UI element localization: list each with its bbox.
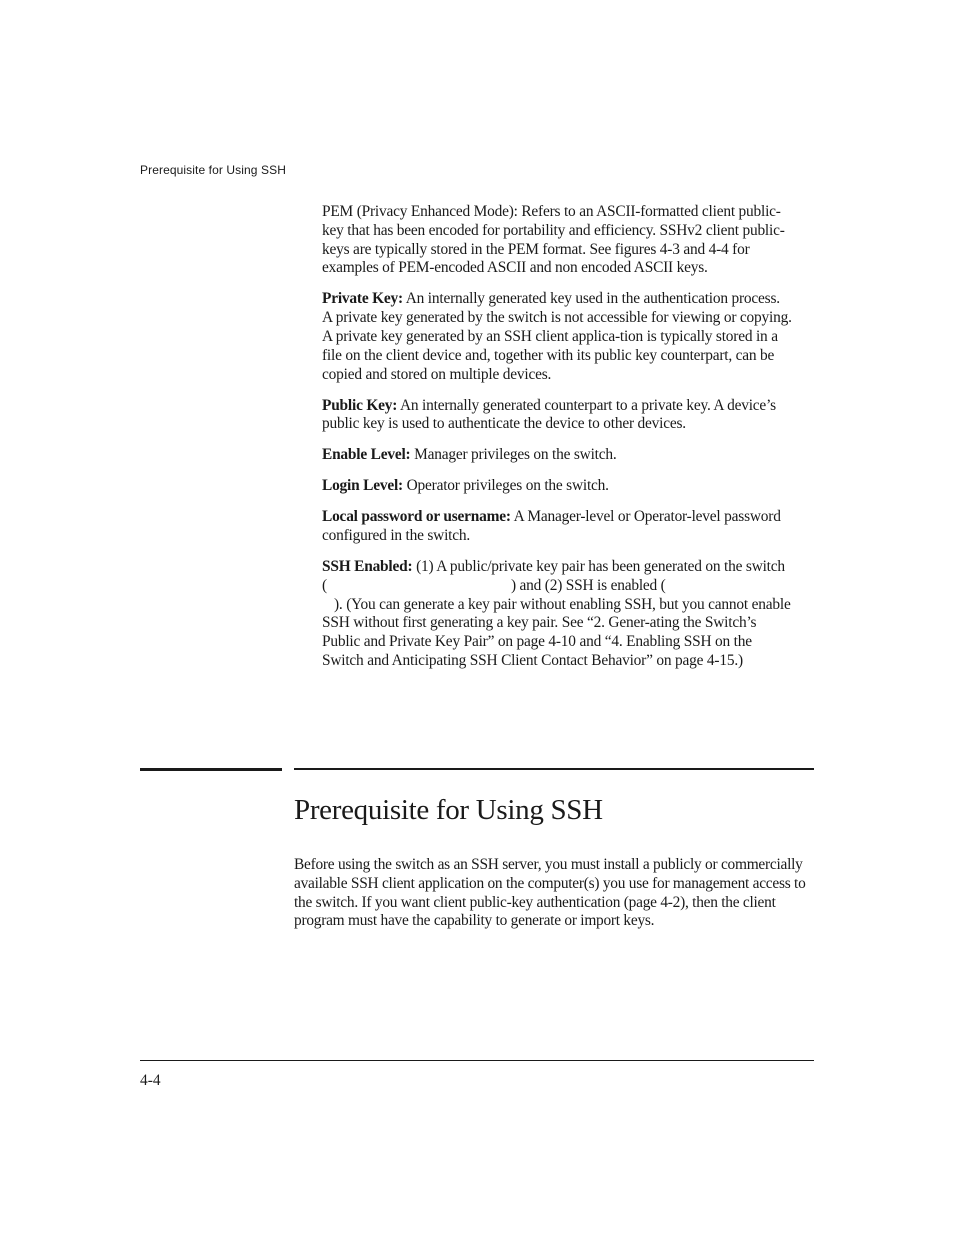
definition-text: PEM (Privacy Enhanced Mode): Refers to an ASCII-formatted client public-key that has been encoded for portability and efficiency. SSHv2 client public-keys are typically stored in the PEM format. See figures 4-3 and 4-4 for examples of PEM-encoded ASCII and non encoded ASCII keys. xyxy=(322,203,785,277)
definition-term: Login Level: xyxy=(322,477,403,495)
definition-text: A Manager-level or Operator-level password configured in the switch. xyxy=(322,508,781,545)
definitions-list xyxy=(322,203,792,683)
definition-text: An internally generated key used in the authentication process. A private key generated by the switch is not accessible for viewing or copying. A private key generated by an SSH client applica-tion is typically stored in a file on the client device and, together with its public key counterpart, can be copied and stored on multiple devices. xyxy=(322,290,792,383)
definition-local-password xyxy=(322,508,792,546)
definition-text: (1) A public/private key pair has been generated on the switch ( xyxy=(322,558,785,594)
definition-text: Manager privileges on the switch. xyxy=(410,446,617,464)
definition-ssh-enabled xyxy=(322,558,792,671)
definition-enable-level xyxy=(322,446,792,465)
running-header: Prerequisite for Using SSH xyxy=(140,163,286,177)
definition-text: Operator privileges on the switch. xyxy=(402,477,609,495)
section-rule-right xyxy=(294,768,814,770)
definition-login-level xyxy=(322,477,792,496)
definition-public-key xyxy=(322,397,792,435)
definition-term: SSH Enabled: xyxy=(322,558,413,576)
definition-text: An internally generated counterpart to a private key. A device’s public key is used to authenticate the device to other devices. xyxy=(322,396,776,433)
section-rule-left xyxy=(140,768,282,771)
section-title: Prerequisite for Using SSH xyxy=(294,794,603,826)
footer-rule xyxy=(140,1060,814,1061)
section-body: Before using the switch as an SSH server, you must install a publicly or commercially available SSH client application on the computer(s) you use for management access to the switch. If you want client public-key authentication (page 4-2), then the client program must have the capability to generate or import keys. xyxy=(294,856,806,930)
page-number: 4-4 xyxy=(140,1072,161,1089)
definition-text: ). (You can generate a key pair without enabling SSH, but you cannot enable SSH without first generating a key pair. See “2. Gener-ating the Switch’s Public and Private Key Pair” on page 4-10 and “4. Enabling SSH on the Switch and Anticipating SSH Client Contact Behavior” on page 4-15.) xyxy=(322,595,791,670)
definition-term: Local password or username: xyxy=(322,508,511,526)
definition-term: Private Key: xyxy=(322,290,403,308)
definition-term: Enable Level: xyxy=(322,446,411,464)
definition-text: ) and (2) SSH is enabled ( xyxy=(510,576,666,594)
definition-term: Public Key: xyxy=(322,396,398,414)
definition-pem xyxy=(322,203,792,278)
definition-private-key xyxy=(322,290,792,384)
